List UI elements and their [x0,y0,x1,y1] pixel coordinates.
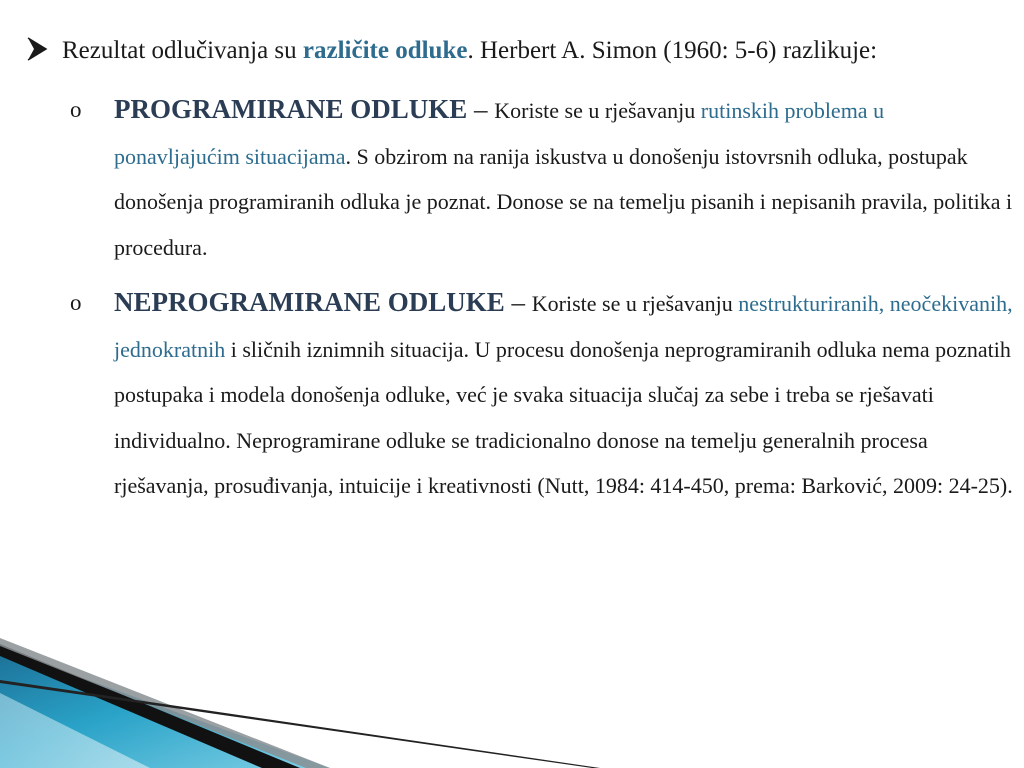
sub-item-text-start: Koriste se u rješavanju [494,98,701,123]
sub-item-highlight: nestrukturiranih, neočekivanih, jednokratnih [114,291,1013,362]
intro-text-end: . Herbert A. Simon (1960: 5-6) razlikuje: [467,37,878,64]
main-bullet-item [26,26,1016,75]
sub-item-programmed [26,87,1014,270]
circle-bullet-icon: o [70,290,82,315]
sub-item-highlight: rutinskih problema u ponavljajućim situacijama [114,98,885,169]
intro-highlight: različite odluke [302,37,468,64]
sub-item-text-start: Koriste se u rješavanju [531,291,739,316]
sub-bullet-list [26,87,1016,509]
sub-item-text-end: . S obzirom na ranija iskustva u donošenju istovrsnih odluka, postupak donošenja programiranih odluka je poznat. Donose se na temelju pisanih i nepisanih pravila, politika i procedura. [114,143,1013,260]
sub-item-heading: NEPROGRAMIRANE ODLUKE [114,287,505,317]
sub-item-heading: PROGRAMIRANE ODLUKE [114,94,468,124]
sub-item-text-end: i sličnih iznimnih situacija. U procesu donošenja neprogramiranih odluka nema poznatih postupaka i modela donošenja odluke, već je svaka situacija slučaj za sebe i treba se rješavati individualno. Neprogramirane odluke se tradicionalno donose na temelju generalnih procesa rješavanja, prosuđivanja, intuicije i kreativnosti (Nutt, 1984: 414-450, prema: Barković, 2009: 24-25). [114,336,1013,498]
intro-text-start: Rezultat odlučivanja su [62,37,303,64]
sub-item-dash: – [467,94,495,124]
arrow-bullet-icon [26,36,48,62]
decorative-wave-graphic [0,638,1024,768]
slide-content [26,26,1016,519]
circle-bullet-icon: o [70,97,82,122]
sub-item-nonprogrammed [26,280,1014,509]
sub-item-dash: – [504,287,532,317]
